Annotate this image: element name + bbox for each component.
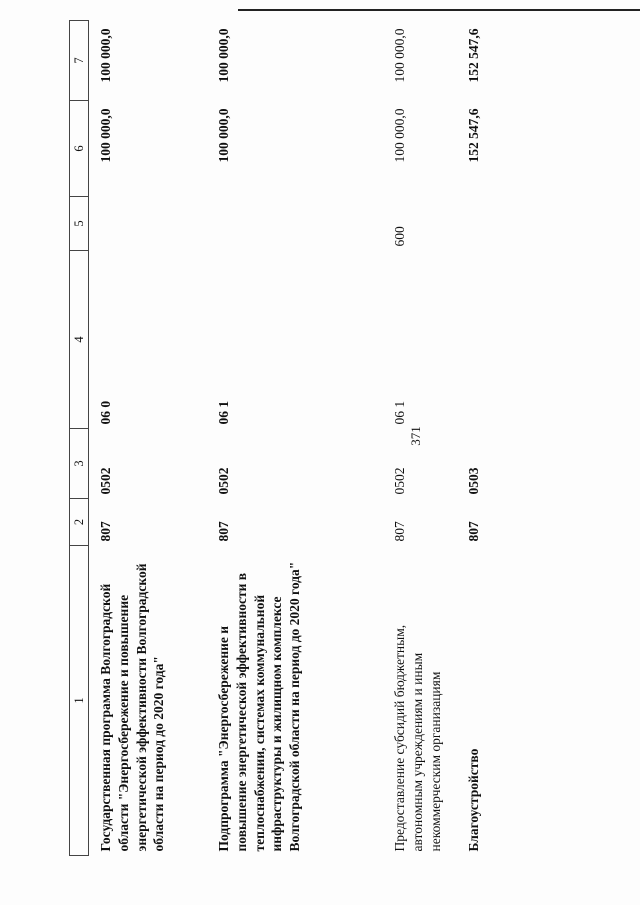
row-col-2: 807 — [216, 521, 231, 542]
row-name: Благоустройство — [466, 748, 481, 852]
row-col-7: 100 000,0 — [98, 28, 113, 83]
row-col-5: 600 — [392, 226, 407, 247]
table-row — [207, 21, 383, 856]
row-col-3: 0502 — [98, 467, 113, 495]
header-col-7: 7 — [70, 21, 89, 101]
budget-table — [69, 20, 495, 856]
header-col-5: 5 — [70, 197, 89, 251]
row-col-7: 100 000,0 — [216, 28, 231, 83]
header-col-1: 1 — [70, 546, 89, 856]
row-col-5 — [89, 197, 208, 251]
row-col-4: 06 1 — [216, 400, 231, 425]
row-col-2: 807 — [98, 521, 113, 542]
header-col-4: 4 — [70, 251, 89, 429]
row-name: Предоставление субсидий бюджетным, автономным учреждениям и иным некоммерческим организациям — [392, 624, 443, 852]
row-col-3: 0502 — [216, 467, 231, 495]
row-col-4: 06 1 — [392, 400, 407, 425]
header-col-6: 6 — [70, 101, 89, 197]
page-number: 371 — [408, 426, 423, 446]
header-row — [70, 21, 89, 856]
row-col-3: 0502 — [392, 467, 407, 495]
table-row — [383, 21, 457, 856]
row-col-6: 100 000,0 — [392, 108, 407, 163]
table-row — [457, 21, 495, 856]
row-col-7: 152 547,6 — [466, 28, 481, 83]
row-col-6: 152 547,6 — [466, 108, 481, 163]
row-name: Государственная программа Волгоградской области "Энергосбережение и повышение энергетической эффективности Волгоградской области на период до 2020 года" — [98, 563, 167, 852]
row-col-4: 06 0 — [98, 400, 113, 425]
table-row — [89, 21, 208, 856]
row-col-6: 100 000,0 — [98, 108, 113, 163]
top-rule — [238, 9, 640, 11]
row-col-7: 100 000,0 — [392, 28, 407, 83]
header-col-3: 3 — [70, 429, 89, 499]
row-col-5 — [457, 197, 495, 251]
row-name: Подпрограмма "Энергосбережение и повышение энергетической эффективности в теплоснабжении, системах коммунальной инфраструктуры и жилищном комплексе Волгоградской области на период до 2020 года" — [216, 561, 303, 852]
row-col-2: 807 — [466, 521, 481, 542]
row-col-4 — [457, 251, 495, 429]
rotated-table-wrapper — [69, 21, 485, 856]
row-col-3: 0503 — [466, 467, 481, 495]
row-col-6: 100 000,0 — [216, 108, 231, 163]
row-col-5 — [207, 197, 383, 251]
header-col-2: 2 — [70, 499, 89, 546]
row-col-2: 807 — [392, 521, 407, 542]
